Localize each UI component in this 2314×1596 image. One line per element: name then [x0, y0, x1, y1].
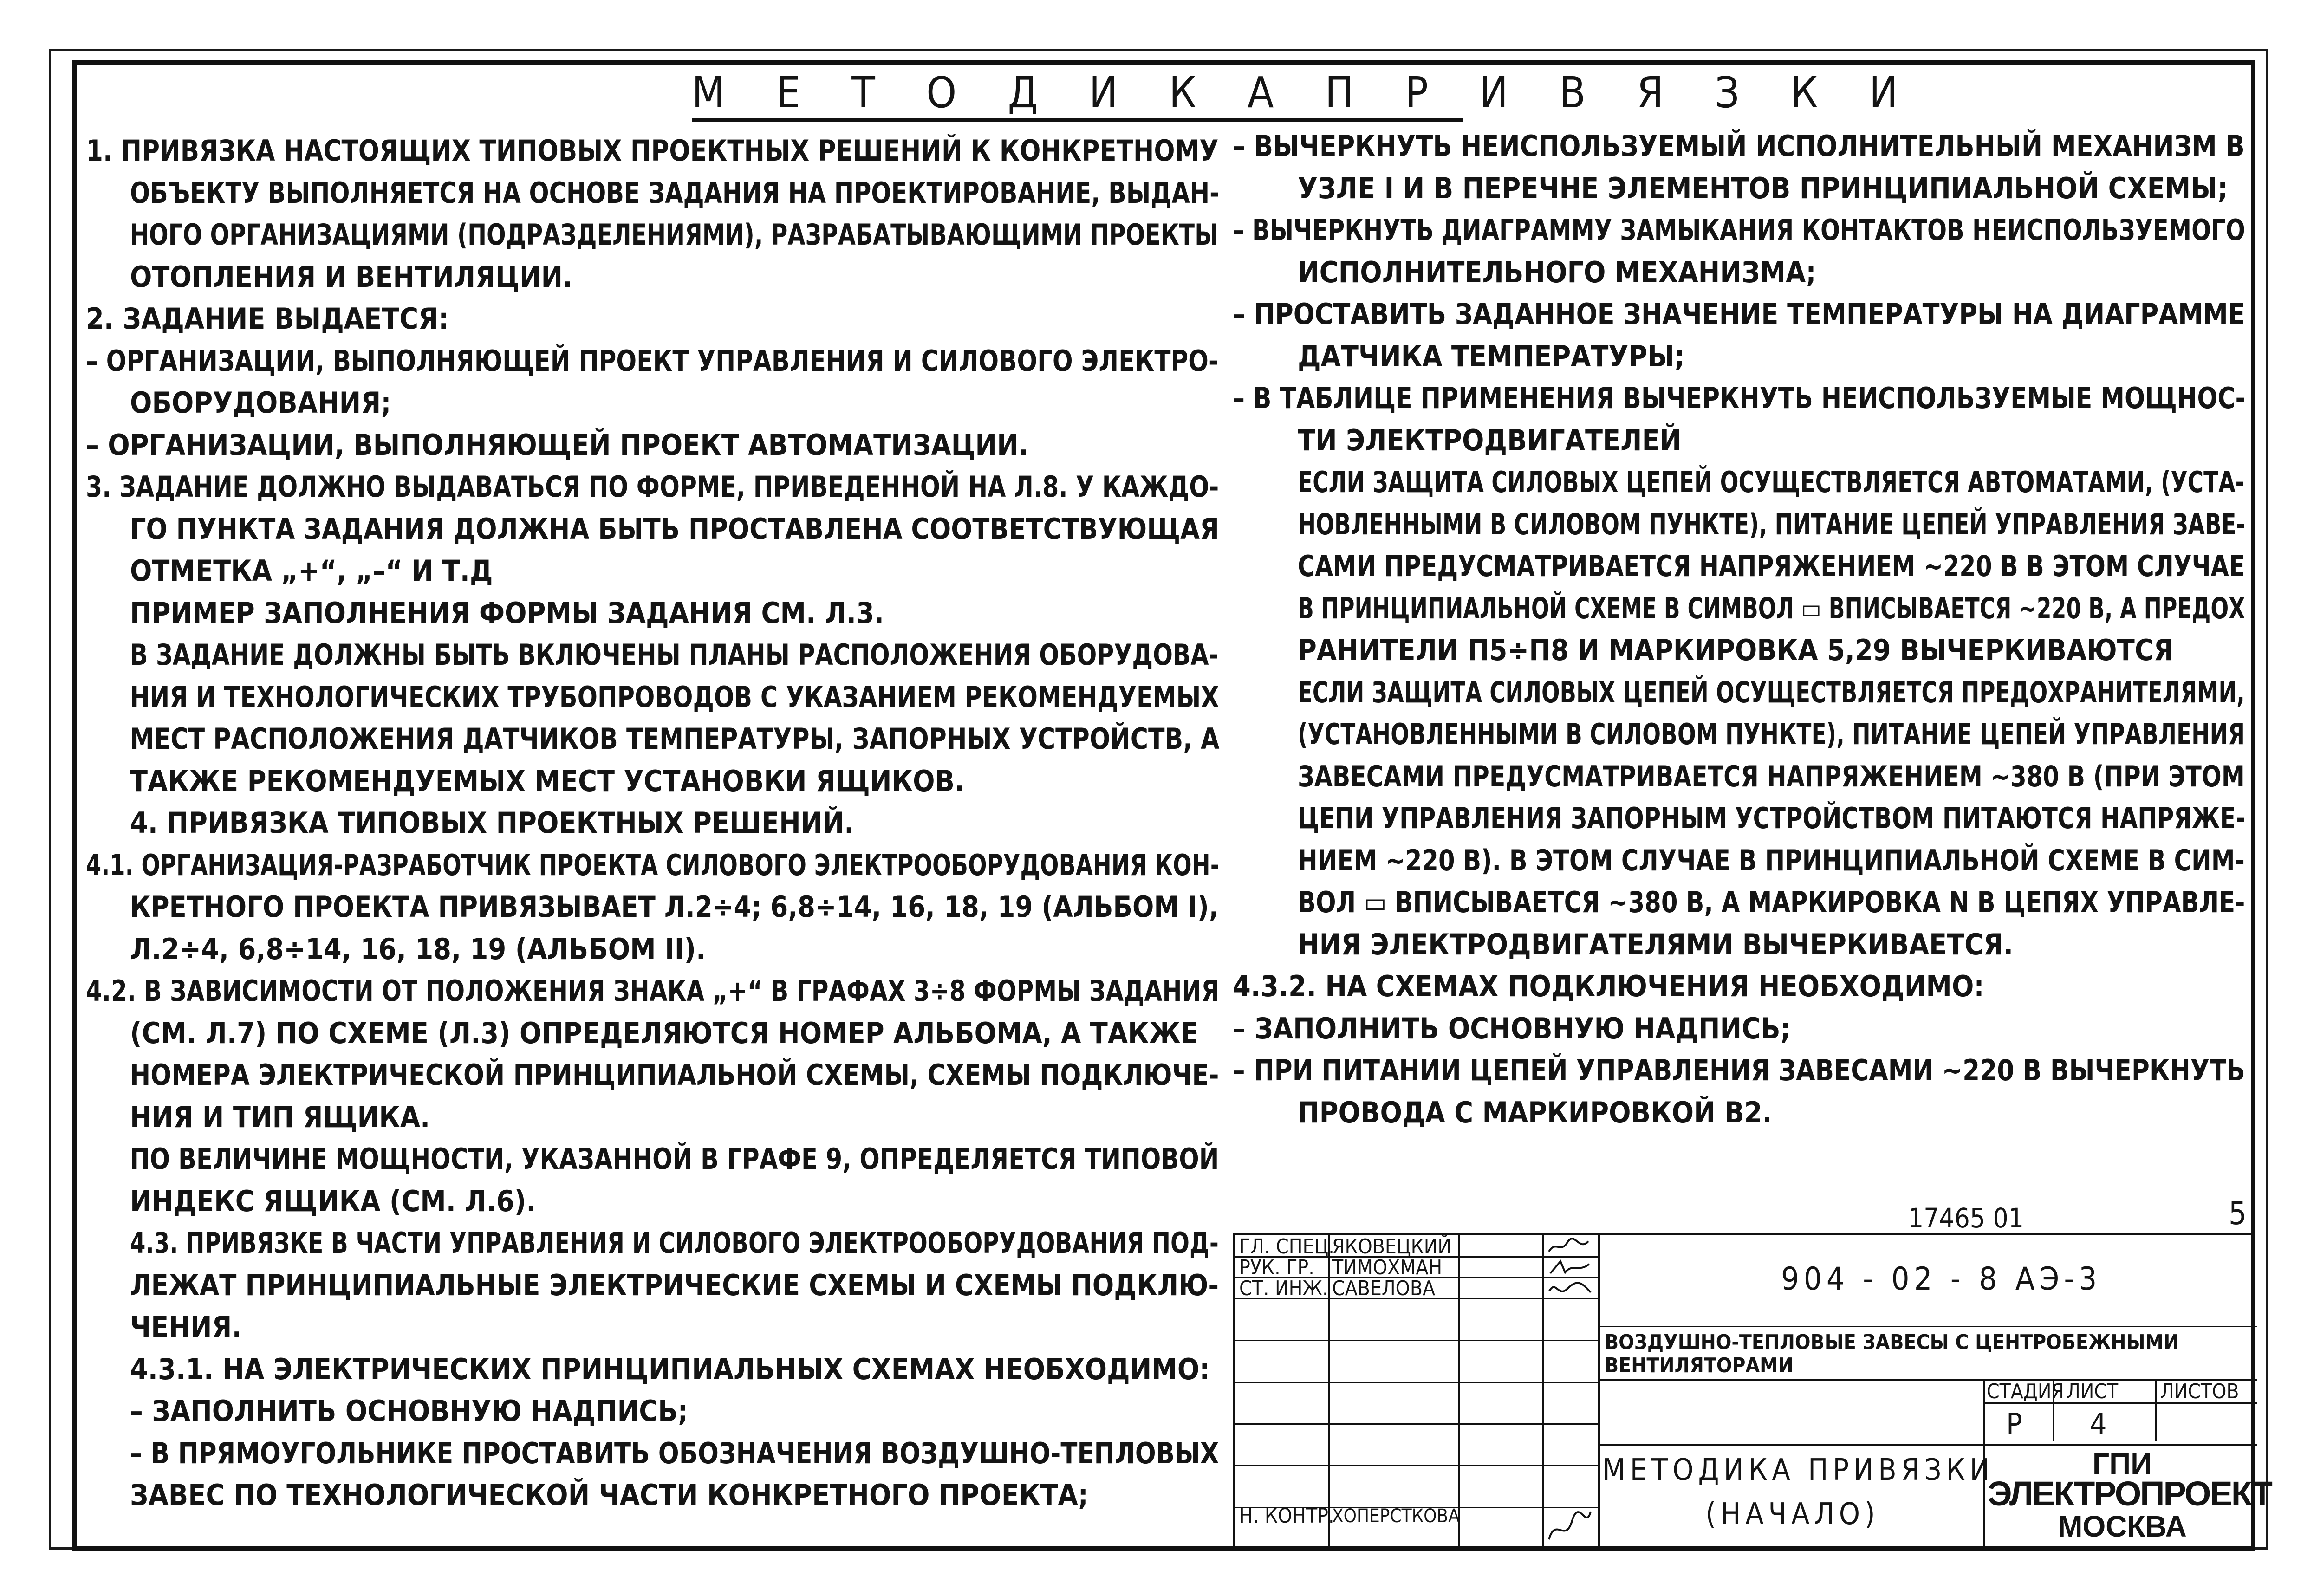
text-line: 2. ЗАДАНИЕ ВЫДАЕТСЯ:: [86, 302, 449, 336]
sheet-name-line-2: (НАЧАЛО): [1705, 1497, 1880, 1531]
text-line: ТИ ЭЛЕКТРОДВИГАТЕЛЕЙ: [1298, 423, 1682, 457]
document-code: 904 - 02 - 8 АЭ-3: [1781, 1261, 2102, 1298]
text-line: ОБОРУДОВАНИЯ;: [130, 386, 391, 420]
text-line: (УСТАНОВЛЕННЫМИ В СИЛОВОМ ПУНКТЕ), ПИТАНИЕ ЦЕПЕЙ УПРАВЛЕНИЯ: [1298, 717, 2245, 751]
text-line: ЛЕЖАТ ПРИНЦИПИАЛЬНЫЕ ЭЛЕКТРИЧЕСКИЕ СХЕМЫ И СХЕМЫ ПОДКЛЮ-: [130, 1268, 1219, 1302]
name-norm-control: ХОПЕРСТКОВА: [1332, 1505, 1460, 1527]
text-line: В ЗАДАНИЕ ДОЛЖНЫ БЫТЬ ВКЛЮЧЕНЫ ПЛАНЫ РАСПОЛОЖЕНИЯ ОБОРУДОВА-: [130, 638, 1219, 672]
text-line: ЕСЛИ ЗАЩИТА СИЛОВЫХ ЦЕПЕЙ ОСУЩЕСТВЛЯЕТСЯ АВТОМАТАМИ, (УСТА-: [1298, 465, 2245, 499]
sheet-value: 4: [2090, 1408, 2107, 1442]
description-line-2: ВЕНТИЛЯТОРАМИ: [1605, 1354, 1794, 1377]
org-stamp-line-1: ГПИ: [2092, 1447, 2152, 1480]
text-line: 4. ПРИВЯЗКА ТИПОВЫХ ПРОЕКТНЫХ РЕШЕНИЙ.: [130, 806, 854, 840]
text-line: ОТМЕТКА „+“, „–“ И Т.Д: [130, 554, 493, 588]
name-senior-engineer: САВЕЛОВА: [1332, 1277, 1436, 1300]
text-line: ГО ПУНКТА ЗАДАНИЯ ДОЛЖНА БЫТЬ ПРОСТАВЛЕНА СООТВЕТСТВУЮЩАЯ: [130, 512, 1219, 546]
role-chief-specialist: ГЛ. СПЕЦ.: [1239, 1235, 1334, 1259]
text-line: 4.3.1. НА ЭЛЕКТРИЧЕСКИХ ПРИНЦИПИАЛЬНЫХ СХЕМАХ НЕОБХОДИМО:: [130, 1352, 1210, 1386]
org-stamp-line-2: ЭЛЕКТРОПРОЕКТ: [1988, 1474, 2271, 1513]
text-line: – ЗАПОЛНИТЬ ОСНОВНУЮ НАДПИСЬ;: [130, 1394, 688, 1428]
role-senior-engineer: СТ. ИНЖ.: [1239, 1277, 1328, 1300]
text-line: ТАКЖЕ РЕКОМЕНДУЕМЫХ МЕСТ УСТАНОВКИ ЯЩИКОВ.: [130, 764, 965, 798]
text-line: НОВЛЕННЫМИ В СИЛОВОМ ПУНКТЕ), ПИТАНИЕ ЦЕПЕЙ УПРАВЛЕНИЯ ЗАВЕ-: [1298, 507, 2245, 541]
text-line: УЗЛЕ I И В ПЕРЕЧНЕ ЭЛЕМЕНТОВ ПРИНЦИПИАЛЬНОЙ СХЕМЫ;: [1298, 171, 2228, 205]
text-line: 4.1. ОРГАНИЗАЦИЯ-РАЗРАБОТЧИК ПРОЕКТА СИЛОВОГО ЭЛЕКТРООБОРУДОВАНИЯ КОН-: [86, 848, 1220, 882]
text-line: 1. ПРИВЯЗКА НАСТОЯЩИХ ТИПОВЫХ ПРОЕКТНЫХ РЕШЕНИЙ К КОНКРЕТНОМУ: [86, 134, 1219, 168]
text-line: НИЯ И ТИП ЯЩИКА.: [130, 1100, 430, 1134]
signature-4: [1544, 1507, 1595, 1549]
role-group-lead: РУК. ГР.: [1239, 1256, 1314, 1279]
sheet-header: ЛИСТ: [2067, 1380, 2119, 1403]
text-line: ДАТЧИКА ТЕМПЕРАТУРЫ;: [1298, 339, 1685, 373]
role-norm-control: Н. КОНТР.: [1239, 1504, 1334, 1528]
text-line: 4.2. В ЗАВИСИМОСТИ ОТ ПОЛОЖЕНИЯ ЗНАКА „+“ В ГРАФАХ 3÷8 ФОРМЫ ЗАДАНИЯ: [86, 974, 1220, 1008]
text-line: НИЯ ЭЛЕКТРОДВИГАТЕЛЯМИ ВЫЧЕРКИВАЕТСЯ.: [1298, 927, 2014, 961]
text-line: – В ПРЯМОУГОЛЬНИКЕ ПРОСТАВИТЬ ОБОЗНАЧЕНИЯ ВОЗДУШНО-ТЕПЛОВЫХ: [130, 1436, 1219, 1470]
text-line: САМИ ПРЕДУСМАТРИВАЕТСЯ НАПРЯЖЕНИЕМ ~220 В В ЭТОМ СЛУЧАЕ: [1298, 549, 2245, 583]
text-line: ИНДЕКС ЯЩИКА (СМ. Л.6).: [130, 1184, 536, 1218]
text-line: ПРОВОДА С МАРКИРОВКОЙ В2.: [1298, 1095, 1772, 1129]
right-text-column: [1233, 125, 2245, 1134]
text-line: КРЕТНОГО ПРОЕКТА ПРИВЯЗЫВАЕТ Л.2÷4; 6,8÷14, 16, 18, 19 (АЛЬБОМ I),: [130, 890, 1219, 924]
page-number: 5: [2229, 1195, 2247, 1232]
text-line: 3. ЗАДАНИЕ ДОЛЖНО ВЫДАВАТЬСЯ ПО ФОРМЕ, ПРИВЕДЕННОЙ НА Л.8. У КАЖДО-: [86, 470, 1219, 504]
text-line: В ПРИНЦИПИАЛЬНОЙ СХЕМЕ В СИМВОЛ ▭ ВПИСЫВАЕТСЯ ~220 В, А ПРЕДОХ: [1298, 591, 2245, 625]
stage-value: Р: [2006, 1408, 2022, 1442]
text-line: ПРИМЕР ЗАПОЛНЕНИЯ ФОРМЫ ЗАДАНИЯ СМ. Л.3.: [130, 596, 884, 630]
text-line: НИЕМ ~220 В). В ЭТОМ СЛУЧАЕ В ПРИНЦИПИАЛЬНОЙ СХЕМЕ В СИМ-: [1298, 843, 2245, 877]
text-line: (СМ. Л.7) ПО СХЕМЕ (Л.3) ОПРЕДЕЛЯЮТСЯ НОМЕР АЛЬБОМА, А ТАКЖЕ: [130, 1016, 1199, 1050]
left-text-column: [86, 130, 1219, 1517]
text-line: Л.2÷4, 6,8÷14, 16, 18, 19 (АЛЬБОМ II).: [130, 932, 706, 966]
text-line: ЗАВЕСАМИ ПРЕДУСМАТРИВАЕТСЯ НАПРЯЖЕНИЕМ ~380 В (ПРИ ЭТОМ: [1298, 759, 2245, 793]
text-line: ИСПОЛНИТЕЛЬНОГО МЕХАНИЗМА;: [1298, 255, 1816, 289]
title-block: [1233, 1233, 2271, 1551]
text-line: НИЯ И ТЕХНОЛОГИЧЕСКИХ ТРУБОПРОВОДОВ С УКАЗАНИЕМ РЕКОМЕНДУЕМЫХ: [130, 680, 1219, 714]
stage-header: СТАДИЯ: [1987, 1380, 2064, 1403]
text-line: ЗАВЕС ПО ТЕХНОЛОГИЧЕСКОЙ ЧАСТИ КОНКРЕТНОГО ПРОЕКТА;: [130, 1478, 1088, 1512]
text-line: – ПРИ ПИТАНИИ ЦЕПЕЙ УПРАВЛЕНИЯ ЗАВЕСАМИ ~220 В ВЫЧЕРКНУТЬ: [1233, 1053, 2245, 1087]
text-line: ЧЕНИЯ.: [130, 1310, 242, 1344]
text-line: ЦЕПИ УПРАВЛЕНИЯ ЗАПОРНЫМ УСТРОЙСТВОМ ПИТАЮТСЯ НАПРЯЖЕ-: [1298, 801, 2246, 835]
text-line: – В ТАБЛИЦЕ ПРИМЕНЕНИЯ ВЫЧЕРКНУТЬ НЕИСПОЛЬЗУЕМЫЕ МОЩНОС-: [1233, 381, 2246, 415]
name-group-lead: ТИМОХМАН: [1332, 1256, 1443, 1279]
text-line: НОГО ОРГАНИЗАЦИЯМИ (ПОДРАЗДЕЛЕНИЯМИ), РАЗРАБАТЫВАЮЩИМИ ПРОЕКТЫ: [130, 218, 1218, 252]
text-line: – ВЫЧЕРКНУТЬ ДИАГРАММУ ЗАМЫКАНИЯ КОНТАКТОВ НЕИСПОЛЬЗУЕМОГО: [1233, 213, 2245, 247]
org-stamp-line-3: МОСКВА: [2058, 1510, 2187, 1543]
name-chief-specialist: ЯКОВЕЦКИЙ: [1332, 1235, 1451, 1259]
text-line: 4.3. ПРИВЯЗКЕ В ЧАСТИ УПРАВЛЕНИЯ И СИЛОВОГО ЭЛЕКТРООБОРУДОВАНИЯ ПОД-: [130, 1226, 1219, 1260]
sheet-title: М Е Т О Д И К А П Р И В Я З К И: [692, 67, 1462, 122]
text-line: РАНИТЕЛИ П5÷П8 И МАРКИРОВКА 5,29 ВЫЧЕРКИВАЮТСЯ: [1298, 633, 2174, 667]
text-line: ЕСЛИ ЗАЩИТА СИЛОВЫХ ЦЕПЕЙ ОСУЩЕСТВЛЯЕТСЯ ПРЕДОХРАНИТЕЛЯМИ,: [1298, 675, 2245, 709]
description-line-1: ВОЗДУШНО-ТЕПЛОВЫЕ ЗАВЕСЫ С ЦЕНТРОБЕЖНЫМИ: [1605, 1330, 2179, 1354]
sheets-header: ЛИСТОВ: [2160, 1380, 2239, 1403]
text-line: ОБЪЕКТУ ВЫПОЛНЯЕТСЯ НА ОСНОВЕ ЗАДАНИЯ НА ПРОЕКТИРОВАНИЕ, ВЫДАН-: [130, 175, 1220, 210]
sheet-name-line-1: МЕТОДИКА ПРИВЯЗКИ: [1602, 1453, 1995, 1487]
text-line: ПО ВЕЛИЧИНЕ МОЩНОСТИ, УКАЗАННОЙ В ГРАФЕ 9, ОПРЕДЕЛЯЕТСЯ ТИПОВОЙ: [130, 1142, 1219, 1176]
text-line: 4.3.2. НА СХЕМАХ ПОДКЛЮЧЕНИЯ НЕОБХОДИМО:: [1233, 969, 1984, 1003]
text-line: – ЗАПОЛНИТЬ ОСНОВНУЮ НАДПИСЬ;: [1233, 1011, 1791, 1045]
signature-2: [1547, 1259, 1593, 1277]
text-line: ОТОПЛЕНИЯ И ВЕНТИЛЯЦИИ.: [130, 260, 573, 294]
text-line: – ОРГАНИЗАЦИИ, ВЫПОЛНЯЮЩЕЙ ПРОЕКТ УПРАВЛЕНИЯ И СИЛОВОГО ЭЛЕКТРО-: [86, 344, 1219, 378]
archive-number: 17465 01: [1908, 1202, 2024, 1234]
text-line: МЕСТ РАСПОЛОЖЕНИЯ ДАТЧИКОВ ТЕМПЕРАТУРЫ, ЗАПОРНЫХ УСТРОЙСТВ, А: [130, 722, 1220, 756]
text-line: ВОЛ ▭ ВПИСЫВАЕТСЯ ~380 В, А МАРКИРОВКА N В ЦЕПЯХ УПРАВЛЕ-: [1298, 885, 2245, 919]
text-line: НОМЕРА ЭЛЕКТРИЧЕСКОЙ ПРИНЦИПИАЛЬНОЙ СХЕМЫ, СХЕМЫ ПОДКЛЮЧЕ-: [130, 1058, 1219, 1092]
signature-3: [1547, 1279, 1593, 1298]
text-line: – ПРОСТАВИТЬ ЗАДАННОЕ ЗНАЧЕНИЕ ТЕМПЕРАТУРЫ НА ДИАГРАММЕ: [1233, 297, 2245, 331]
signature-1: [1547, 1238, 1593, 1256]
text-line: – ВЫЧЕРКНУТЬ НЕИСПОЛЬЗУЕМЫЙ ИСПОЛНИТЕЛЬНЫЙ МЕХАНИЗМ В: [1233, 129, 2245, 163]
text-line: – ОРГАНИЗАЦИИ, ВЫПОЛНЯЮЩЕЙ ПРОЕКТ АВТОМАТИЗАЦИИ.: [86, 428, 1028, 462]
